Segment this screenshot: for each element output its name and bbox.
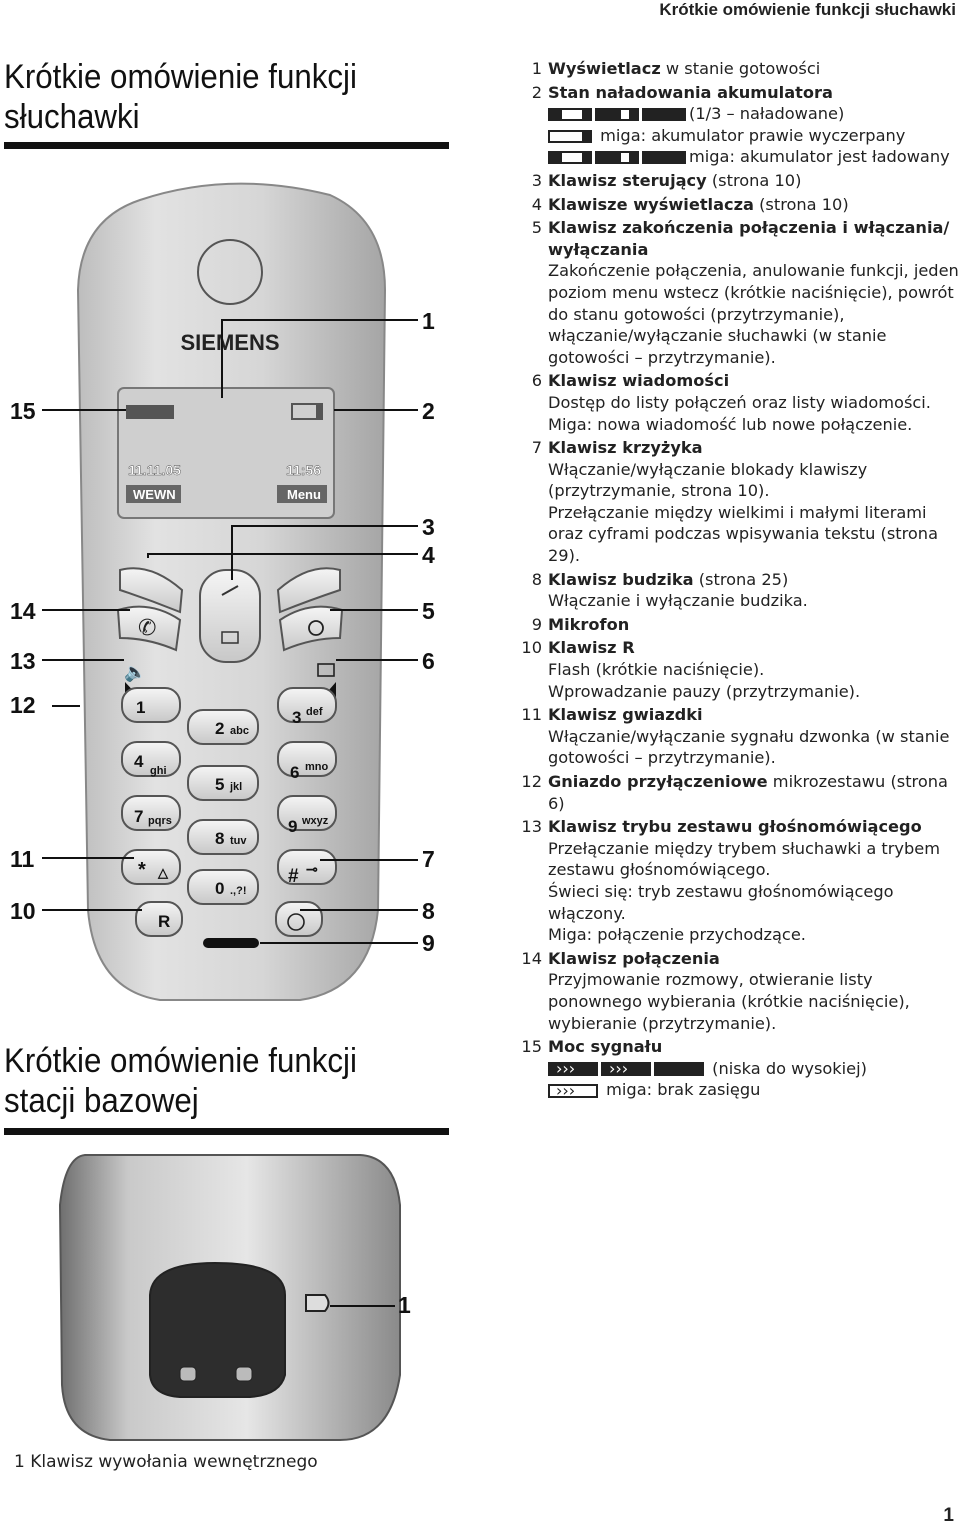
battery-two-thirds-icon: [595, 151, 639, 164]
battery-empty-icon: [548, 130, 592, 143]
item-desc: Włączanie/wyłączanie sygnału dzwonka (w stanie gotowości – przytrzymanie).: [548, 726, 950, 768]
display-softkey-right: Menu: [287, 487, 321, 502]
item-desc: miga: akumulator prawie wyczerpany: [600, 125, 906, 145]
list-item: [508, 370, 960, 435]
display-date: 11.11.05: [128, 462, 181, 478]
item-number: 15: [521, 1037, 542, 1057]
key-digit: 4: [134, 752, 144, 771]
section-rule: [4, 142, 449, 149]
feature-list: [508, 58, 960, 1103]
callout-label: 10: [10, 898, 36, 924]
key-letters: mno: [305, 761, 329, 773]
key-star[interactable]: [122, 850, 180, 884]
battery-full-icon: [642, 151, 686, 164]
list-item: [508, 948, 960, 1034]
item-number: 9: [531, 614, 542, 634]
section-title-line: stacji bazowej: [4, 1082, 199, 1120]
list-item: [508, 704, 960, 769]
item-number: 2: [531, 82, 542, 102]
callout-label: 13: [10, 648, 36, 674]
caption-text: Klawisz wywołania wewnętrznego: [30, 1452, 318, 1472]
key-digit: 0: [215, 879, 225, 898]
list-item: [508, 194, 960, 216]
item-desc: (1/3 – naładowane): [689, 104, 845, 124]
signal-low-icon: [548, 1062, 598, 1076]
item-number: 14: [521, 948, 542, 968]
item-title: Mikrofon: [548, 614, 630, 634]
item-desc: Włączanie/wyłączanie blokady klawiszy (przytrzymanie, strona 10).: [548, 459, 868, 501]
list-item: [508, 569, 960, 612]
charging-contact: [236, 1367, 252, 1381]
charging-cradle: [150, 1263, 285, 1397]
list-item: [508, 82, 960, 168]
key-digit: 1: [136, 698, 146, 717]
key-letters: .,?!: [230, 885, 247, 897]
item-number: 12: [521, 772, 542, 791]
item-desc: Flash (krótkie naciśnięcie).: [548, 660, 765, 680]
item-title: Klawisze wyświetlacza: [548, 194, 754, 214]
speaker-icon: 🔈: [124, 662, 147, 683]
item-number: 5: [531, 218, 542, 238]
item-title: Moc sygnału: [548, 1037, 663, 1057]
key-letters: abc: [230, 725, 249, 737]
battery-third-icon: [548, 108, 592, 121]
item-number: 8: [531, 569, 542, 589]
handset-illustration: [0, 150, 470, 1020]
item-title: Klawisz R: [548, 638, 635, 658]
signal-high-icon: [654, 1062, 704, 1076]
item-rest: (strona 10): [706, 170, 802, 190]
key-digit: R: [158, 912, 171, 931]
item-desc: Świeci się: tryb zestawu głośnomówiącego włączony.: [548, 881, 894, 923]
alarm-key[interactable]: [276, 902, 322, 936]
battery-third-icon: [548, 151, 592, 164]
key-letters: tuv: [230, 835, 247, 847]
callout-label: 4: [422, 542, 435, 568]
page-number: 1: [943, 1505, 954, 1526]
key-digit: #: [288, 866, 299, 887]
battery-two-thirds-icon: [595, 108, 639, 121]
callout-label: 9: [422, 930, 435, 956]
key-digit: 9: [288, 817, 298, 836]
item-number: 1: [531, 59, 542, 78]
item-title: Klawisz sterujący: [548, 170, 707, 190]
phone-icon: ✆: [138, 616, 157, 641]
list-item: [508, 771, 960, 814]
callout-label: 8: [422, 898, 435, 924]
item-title: Klawisz zakończenia połączenia i włączania/ wyłączania: [548, 218, 950, 259]
callout-label: 6: [422, 648, 435, 674]
item-rest: (strona 10): [753, 194, 849, 214]
item-rest: mikrozestawu (strona 6): [548, 772, 948, 813]
list-item: [508, 437, 960, 567]
section-rule: [4, 1128, 449, 1135]
key-digit: 5: [215, 775, 225, 794]
item-rest: w stanie gotowości: [660, 59, 821, 78]
key-digit: 8: [215, 829, 225, 848]
section-title-line: słuchawki: [4, 98, 140, 136]
section-title-line: Krótkie omówienie funkcji: [4, 58, 357, 96]
paging-key[interactable]: [306, 1295, 329, 1311]
section-title-line: Krótkie omówienie funkcji: [4, 1042, 357, 1080]
key-lock-icon: ⊸: [306, 861, 318, 877]
charging-contact: [180, 1367, 196, 1381]
callout-label: 14: [10, 598, 36, 624]
item-desc: Przyjmowanie rozmowy, otwieranie listy ponownego wybierania (krótkie naciśnięcie), wybieranie (przytrzymanie).: [548, 970, 910, 1033]
key-letters: jkl: [230, 781, 243, 793]
item-desc: Wprowadzanie pauzy (przytrzymanie).: [548, 681, 861, 701]
callout-label: 7: [422, 846, 435, 872]
item-desc: Dostęp do listy połączeń oraz listy wiadomości.: [548, 392, 931, 412]
item-title: Klawisz gwiazdki: [548, 705, 703, 725]
item-title: Stan naładowania akumulatora: [548, 82, 833, 102]
item-number: 3: [531, 170, 542, 190]
running-header: Krótkie omówienie funkcji słuchawki: [659, 0, 956, 19]
item-number: 10: [521, 638, 542, 658]
key-letters: wxyz: [302, 815, 329, 827]
signal-medium-icon: [601, 1062, 651, 1076]
list-item: [508, 614, 960, 636]
item-number: 7: [531, 438, 542, 458]
item-title: Klawisz połączenia: [548, 948, 720, 968]
display-time: 11:56: [286, 462, 322, 478]
item-desc: miga: brak zasięgu: [606, 1080, 761, 1100]
caption-number: 1: [14, 1452, 25, 1472]
callout-label: 12: [10, 692, 36, 718]
list-item: [508, 1036, 960, 1101]
item-desc: Zakończenie połączenia, anulowanie funkcji, jeden poziom menu wstecz (krótkie naciśnięcie), powrót do stanu gotowości (przytrzymanie), włączanie/wyłączanie słuchawki (w stanie gotowości – przytrzymanie).: [548, 261, 959, 367]
key-digit: 3: [292, 708, 302, 727]
item-title: Gniazdo przyłączeniowe: [548, 772, 768, 791]
item-number: 11: [521, 705, 542, 725]
signal-indicator-icon: [126, 405, 174, 419]
microphone: [203, 938, 259, 948]
callout-label: 15: [10, 398, 36, 424]
item-title: Wyświetlacz: [548, 59, 661, 78]
key-digit: 2: [215, 719, 225, 738]
base-station-illustration: [40, 1145, 440, 1445]
item-desc: Przełączanie między wielkimi i małymi literami oraz cyframi podczas wpisywania tekstu (strona 29).: [548, 502, 938, 566]
item-title: Klawisz krzyżyka: [548, 438, 703, 458]
item-desc: Przełączanie między trybem słuchawki a trybem zestawu głośnomówiącego.: [548, 838, 941, 880]
item-desc: Miga: nowa wiadomość lub nowe połączenie.: [548, 414, 913, 434]
key-letters: ghi: [150, 765, 167, 777]
callout-label: 1: [398, 1292, 411, 1318]
battery-full-icon: [642, 108, 686, 121]
item-number: 13: [521, 817, 542, 837]
callout-label: 3: [422, 514, 435, 540]
item-title: Klawisz trybu zestawu głośnomówiącego: [548, 817, 922, 837]
list-item: [508, 170, 960, 192]
key-1[interactable]: [122, 688, 180, 722]
list-item: [508, 58, 960, 80]
control-key[interactable]: [200, 570, 260, 662]
item-rest: (strona 25): [693, 569, 789, 589]
bell-icon: △: [158, 865, 168, 880]
callout-label: 2: [422, 398, 435, 424]
base-caption: [14, 1452, 318, 1472]
item-desc: miga: akumulator jest ładowany: [689, 147, 950, 167]
item-number: 4: [531, 194, 542, 214]
item-desc: (niska do wysokiej): [712, 1058, 867, 1078]
list-item: [508, 637, 960, 702]
section-title-handset: [4, 57, 357, 137]
item-desc: Włączanie i wyłączanie budzika.: [548, 591, 808, 611]
callout-label: 1: [422, 308, 435, 334]
callout-label: 5: [422, 598, 435, 624]
section-title-base: [4, 1041, 357, 1121]
item-desc: Miga: połączenie przychodzące.: [548, 925, 806, 945]
item-number: 6: [531, 371, 542, 391]
display-softkey-left: WEWN: [133, 487, 176, 502]
item-title: Klawisz budzika: [548, 569, 694, 589]
key-digit: *: [138, 859, 146, 881]
item-title: Klawisz wiadomości: [548, 371, 730, 391]
list-item: [508, 217, 960, 368]
callout-label: 11: [10, 846, 35, 872]
key-digit: 7: [134, 807, 144, 826]
signal-none-icon: [548, 1084, 598, 1098]
key-letters: def: [306, 706, 323, 718]
list-item: [508, 816, 960, 946]
key-letters: pqrs: [148, 815, 172, 827]
key-digit: 6: [290, 763, 300, 782]
brand-logo: SIEMENS: [180, 330, 280, 355]
